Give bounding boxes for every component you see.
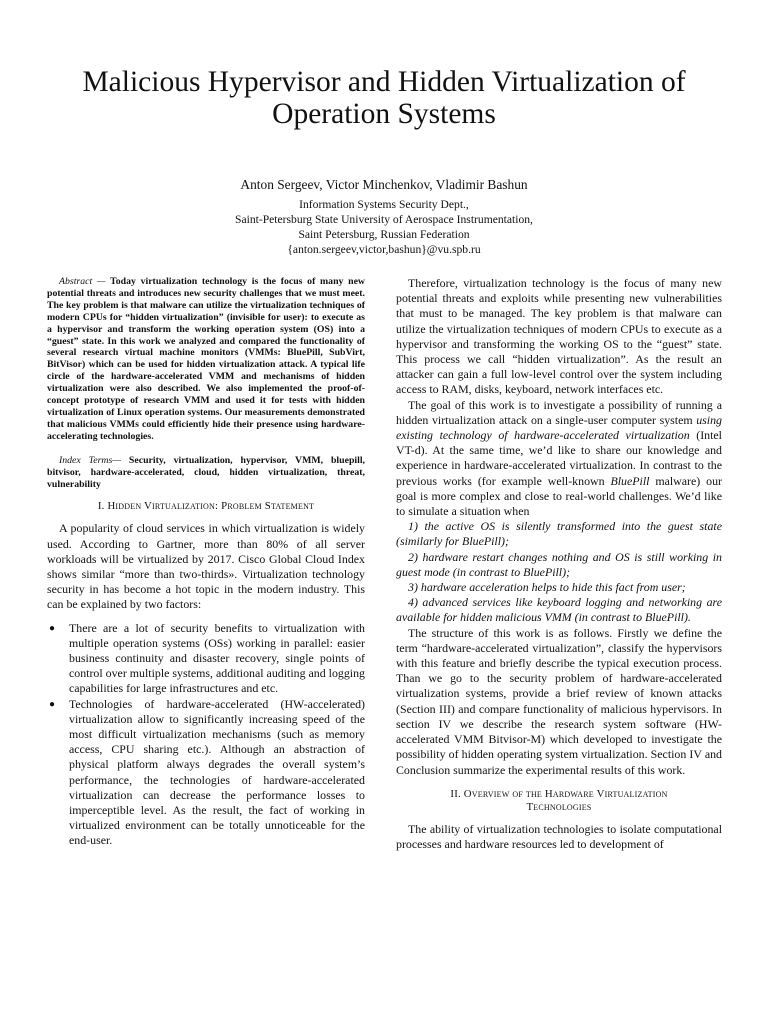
affiliation-line: Saint Petersburg, Russian Federation [298, 228, 470, 241]
bullet-icon: ● [49, 698, 56, 710]
index-terms [47, 455, 365, 491]
bluepill-term: BluePill [610, 473, 650, 488]
structure-paragraph: The structure of this work is as follows. Firstly we define the term “hardware-accelerated virtualization”, classify the hypervisors with this feature and briefly describe the typical execution process. Than we go to the security problem of hardware-accelerated virtualization systems, provide a brief review of known attacks (Section III) and compare functionality of malicious hypervisors. In section IV we describe the research system software (HW-accelerated VMM Bitvisor-M) which developed to investigate the possibility of hidden operating system virtualization. Section IV and Conclusion summarize the experimental results of this work. [396, 625, 722, 777]
bullet-list [47, 621, 365, 849]
goal-text-italic: using existing technology of hardware-accelerated virtualization [396, 412, 722, 443]
goal-text: (Intel VT-d). At the same time, we’d like to share our knowledge and experience in hardware-accelerated virtualization. In contrast to the previous works (for example well-known [396, 428, 722, 488]
right-column [396, 276, 722, 852]
intro-paragraph: Therefore, virtualization technology is the focus of many new potential threats and exploits while presenting new vulnerabilities that must to be managed. The key problem is that malware can utilize the virtualization techniques of modern CPUs to execute as a hypervisor and transforming the working OS to the “guest” state. This process we call “hidden virtualization”. As the result an attacker can gain a full low-level control over the system including access to RAM, disks, keyboard, network interfaces etc. [396, 276, 722, 397]
bullet-text: Technologies of hardware-accelerated (HW-accelerated) virtualization allow to significantly increasing speed of the most difficult virtualization mechanisms (such as memory access, CPU sharing etc.). Although an abstraction of physical platform always degrades the overall system’s performance, the technologies of hardware-accelerated virtualization can decrease the performance losses to imperceptible level. As the result, the fact of working in virtualized environment can be totally unnoticeable for the end-user. [69, 696, 365, 848]
paper-title: Malicious Hypervisor and Hidden Virtualization of Operation Systems [82, 66, 686, 130]
index-terms-text: Security, virtualization, hypervisor, VMM, bluepill, bitvisor, hardware-accelerated, cloud, hidden virtualization, threat, vulnerability [47, 454, 366, 490]
goal-text: malware) our goal is more complex and close to real-world challenges. We’d like to simulate a situation when [396, 473, 722, 519]
goal-item: 1) the active OS is silently transformed into the guest state (similarly for BluePill); [396, 519, 722, 549]
author-names: Anton Sergeev, Victor Minchenkov, Vladimir Bashun [240, 177, 528, 192]
section-1-heading: I. Hidden Virtualization: Problem Statement [97, 500, 315, 513]
bullet-text: There are a lot of security benefits to virtualization with multiple operation systems (OSs) working in parallel: easier business continuity and disaster recovery, single points of control over multiple systems, additional auditing and logging capabilities for large infrastructures and etc. [69, 620, 365, 696]
bullet-item [47, 621, 365, 697]
goal-item: 3) hardware acceleration helps to hide this fact from user; [408, 580, 686, 595]
goal-paragraph [396, 398, 722, 520]
abstract-text: Today virtualization technology is the focus of many new potential threats and introduces new security challenges that we must meet. The key problem is that malware can utilize the virtualization techniques of modern CPUs for “hidden virtualization” (invisible for user): to execute as a hypervisor and transform the working operation system (OS) into a “guest” state. In this work we analyzed and compared the functionality of several research virtual machine monitors (VMMs: BluePill, SubVirt, BitVisor) which can be used for hidden virtualization attack. A typical life circle of the hardware-accelerated VMM and mechanisms of hidden virtualization were also described. We also implemented the proof-of-concept prototype of research VMM and used it for tests with hidden virtualization of Linux operation systems. Our measurements demonstrated that malicious VMMs could efficiently hide their presence using hardware-accelerating technologies. [47, 276, 365, 442]
bullet-icon: ● [49, 622, 56, 634]
section-2-heading-line: II. Overview of the Hardware Virtualization [450, 787, 668, 800]
author-block [100, 176, 668, 257]
section-2-paragraph: The ability of virtualization technologies to isolate computational processes and hardware resources led to development of [396, 821, 722, 851]
goal-item: 2) hardware restart changes nothing and OS is still working in guest mode (in contrast to BluePill); [396, 549, 722, 579]
goal-item: 4) advanced services like keyboard logging and networking are available for hidden malicious VMM (in contrast to BluePill). [396, 595, 722, 625]
section-2-heading-line: Technologies [526, 800, 592, 813]
abstract-label: Abstract — [59, 276, 106, 287]
affiliation-line: Saint-Petersburg State University of Aerospace Instrumentation, [235, 213, 533, 226]
abstract [47, 276, 365, 443]
section-2-heading [396, 788, 722, 814]
affiliation-line: Information Systems Security Dept., [299, 198, 469, 211]
author-emails: {anton.sergeev,victor,bashun}@vu.spb.ru [287, 243, 481, 256]
section-1-paragraph: A popularity of cloud services in which virtualization is widely used. According to Gartner, more than 80% of all server workloads will be virtualized by 2017. Cisco Global Cloud Index shows similar “more than two-thirds». Virtualization technology security in has become a hot topic in the modern industry. This can be explained by two factors: [47, 521, 365, 612]
bullet-item [47, 697, 365, 849]
index-terms-label: Index Terms— [59, 454, 121, 466]
left-column [47, 276, 365, 849]
goal-text: The goal of this work is to investigate a possibility of running a hidden virtualization attack on a single-user computer system [396, 397, 722, 427]
